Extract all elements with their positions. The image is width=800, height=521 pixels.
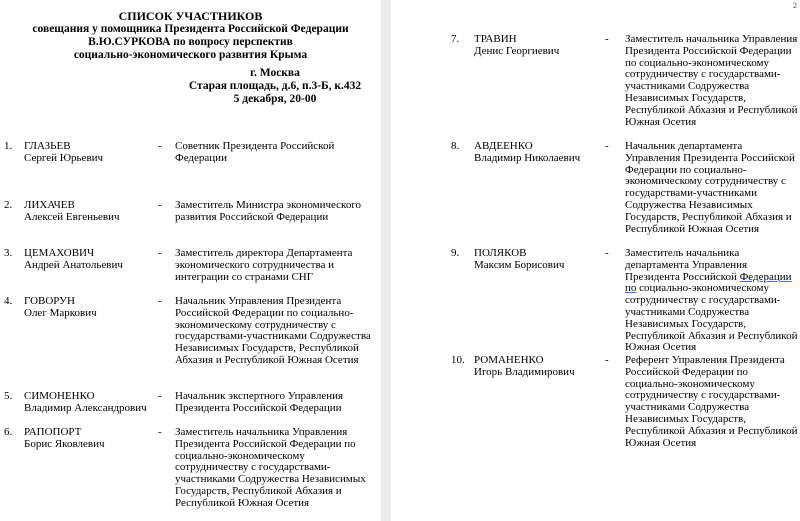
participant-given-name: Максим Борисович [474, 259, 565, 271]
participant-given-name: Андрей Анатольевич [24, 259, 123, 271]
participant-dash: - [158, 426, 162, 438]
participant-number: 9. [451, 247, 460, 259]
participant-entry [0, 248, 381, 288]
participant-given-name: Денис Георгиевич [474, 45, 560, 57]
participant-given-name: Игорь Владимирович [474, 366, 575, 378]
header-line-4: социально-экономического развития Крыма [73, 49, 308, 61]
participant-number: 3. [4, 247, 13, 259]
participant-entry [391, 354, 800, 449]
participant-surname: ТРАВИН [474, 33, 517, 45]
participant-surname: ГЛАЗЬЕВ [24, 140, 71, 152]
participant-number: 2. [4, 199, 13, 211]
participant-entry [391, 33, 800, 128]
meeting-city: г. Москва [250, 67, 300, 79]
position-text-end: социально-экономическому сотрудничеству с государствами-участниками Содружества Независимых Государств, Республикой Абхазия и Республикой Южная Осетия [625, 282, 798, 354]
participant-dash: - [605, 354, 609, 366]
participant-surname: ЦЕМАХОВИЧ [24, 247, 95, 259]
document-title: СПИСОК УЧАСТНИКОВ [118, 9, 263, 23]
participant-position: Референт Управления Президента Российской Федерации по социально-экономическому сотрудничеству с государствами-участниками Содружества Независимых Государств, Республикой Абхазия и Республикой Южная Осетия [625, 354, 798, 449]
participant-number: 8. [451, 140, 460, 152]
participant-entry [0, 200, 381, 230]
participant-dash: - [158, 140, 162, 152]
participant-position: Заместитель начальника Управления Президента Российской Федерации по социально-экономическому сотрудничеству с государствами-участниками Содружества Независимых Государств, Республикой Абхазия и Республикой Южная Осетия [175, 426, 366, 509]
header-line-2: совещания у помощника Президента Российской Федерации [32, 23, 349, 35]
participant-position: Начальник департамента Управления Президента Российской Федерации по социально-экономическому сотрудничеству с государствами-участниками Содружества Независимых Государств, Республикой Абхазия и Республикой Южная Осетия [625, 140, 795, 235]
participant-entry [391, 247, 800, 354]
participant-number: 10. [451, 354, 465, 366]
participant-number: 4. [4, 295, 13, 307]
participant-given-name: Сергей Юрьевич [24, 152, 104, 164]
spelling-underlined-text: Федерации по [625, 270, 792, 295]
participant-dash: - [605, 140, 609, 152]
participant-given-name: Алексей Евгеньевич [24, 211, 120, 223]
participant-surname: РАПОПОРТ [24, 426, 82, 438]
participant-position: Советник Президента Российской Федерации [175, 140, 335, 164]
participant-dash: - [158, 247, 162, 259]
participant-dash: - [158, 295, 162, 307]
participant-given-name: Владимир Александрович [24, 402, 147, 414]
participant-position: Начальник экспертного Управления Президента Российской Федерации [175, 390, 344, 414]
participant-given-name: Борис Яковлевич [24, 438, 105, 450]
participant-surname: ГОВОРУН [24, 295, 75, 307]
participant-dash: - [158, 390, 162, 402]
participant-surname: РОМАНЕНКО [474, 354, 544, 366]
participant-position: Заместитель начальника Управления Президента Российской Федерации по социально-экономическому сотрудничеству с государствами-участниками Содружества Независимых Государств, Республикой Абхазия и Республикой Южная Осетия [625, 33, 798, 128]
meeting-address: Старая площадь, д.6, п.3-Б, к.432 [188, 80, 362, 92]
participant-number: 6. [4, 426, 13, 438]
page-number: 2 [793, 1, 797, 10]
participant-position: Начальник Управления Президента Российской Федерации по социально-экономическому сотрудничеству с государствами-участниками Содружества Независимых Государств, Республикой Абхазия и Республикой Южная Осетия [175, 295, 371, 366]
participant-surname: СИМОНЕНКО [24, 390, 95, 402]
participant-entry [0, 427, 381, 521]
meeting-datetime: 5 декабря, 20-00 [233, 93, 317, 105]
participant-surname: ПОЛЯКОВ [474, 247, 527, 259]
document-page-left [0, 0, 381, 521]
participant-position [625, 248, 800, 354]
participant-entry [391, 141, 800, 233]
participant-surname: ЛИХАЧЕВ [24, 199, 75, 211]
participant-surname: АВДЕЕНКО [474, 140, 533, 152]
position-text-start: Заместитель начальника департамента Управления Президента Российской [625, 247, 748, 283]
participant-entry [0, 391, 381, 421]
header-line-3: В.Ю.СУРКОВА по вопросу перспектив [88, 36, 293, 48]
participant-given-name: Владимир Николаевич [474, 152, 581, 164]
participant-dash: - [605, 33, 609, 45]
participant-entry [0, 141, 381, 171]
participant-dash: - [605, 247, 609, 259]
meeting-place [175, 67, 375, 106]
participant-given-name: Олег Маркович [24, 307, 97, 319]
participant-position: Заместитель Министра экономического развития Российской Федерации [175, 199, 362, 223]
participant-number: 1. [4, 140, 13, 152]
document-header [0, 10, 381, 62]
participant-number: 7. [451, 33, 460, 45]
participant-dash: - [158, 199, 162, 211]
participant-position: Заместитель директора Департамента экономического сотрудничества и интеграции со странами СНГ [175, 247, 353, 283]
participant-entry [0, 296, 381, 386]
document-page-right [391, 0, 800, 521]
participant-number: 5. [4, 390, 13, 402]
